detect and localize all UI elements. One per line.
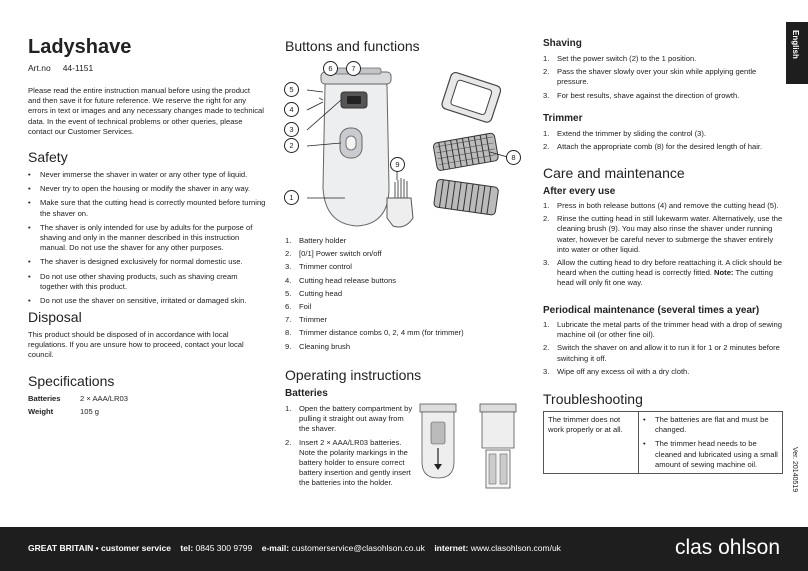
list-item: • Make sure that the cutting head is correctly mounted before turning the shaver on. [28,198,266,218]
callout-4: 4 [284,102,299,117]
shaver-illustration [285,58,525,230]
safety-heading: Safety [28,149,68,165]
list-item: 3. Allow the cutting head to dry before reattaching it. A click should be heard when the cutting head is correctly fitted. Note: The cutting head will only fit one way. [543,258,782,288]
callout-8: 8 [506,150,521,165]
footer-contact [28,543,561,553]
list-item: 1. Lubricate the metal parts of the trimmer head with a drop of sewing machine oil (or other fine oil). [543,320,782,340]
intro-text: Please read the entire instruction manual before using the product and then save it for future reference. We reserve the right for any errors in text or images and any necessary changes made to technical data. In the event of technical problems or other queries, please contact our Customer Services. [28,86,264,136]
list-item: 3. Wipe off any excess oil with a dry cloth. [543,366,690,376]
list-item: • Do not use the shaver on sensitive, irritated or damaged skin. [28,296,266,306]
artno-label: Art.no [28,63,51,73]
spec-value: 2 × AAA/LR03 [80,394,128,403]
list-item: • The shaver is designed exclusively for normal domestic use. [28,257,266,267]
solution-list [643,415,778,470]
list-item: 7. Trimmer [285,315,327,325]
list-item: 1. Extend the trimmer by sliding the control (3). [543,129,706,138]
footer-email-link[interactable]: customerservice@clasohlson.co.uk [291,543,425,553]
list-item: 2. Attach the appropriate comb (8) for the desired length of hair. [543,142,763,152]
specifications-heading: Specifications [28,373,115,389]
page-title: Ladyshave [28,36,132,58]
list-item: 3. Trimmer control [285,262,352,272]
artno-value: 44-1151 [62,63,94,73]
battery-illustration [414,402,526,492]
list-item: 2. Insert 2 × AAA/LR03 batteries. Note the polarity markings in the battery holder to ensure correct battery insertion and gently insert the batteries into the holder. [285,437,411,488]
footer-email-label: e-mail: [261,543,290,553]
callout-5: 5 [284,82,299,97]
language-tab [786,22,808,84]
list-item: 2. Switch the shaver on and allow it to run it for 1 or 2 minutes before switching it off. [543,343,780,363]
callout-7: 7 [346,61,361,76]
version-label: Ver. 20140519 [791,447,798,493]
periodic-heading: Periodical maintenance (several times a year) [543,305,760,316]
list-item: • Never immerse the shaver in water or any other type of liquid. [28,170,266,180]
language-label: English [791,30,800,59]
troubleshooting-heading: Troubleshooting [543,391,643,407]
note-label: Note: [714,268,734,278]
clas-ohlson-logo: clas ohlson [674,536,780,559]
list-item: 2. [0/1] Power switch on/off [285,249,382,259]
periodic-list [543,320,783,380]
footer-internet-label: internet: [434,543,469,553]
note-text: The cutting head will only fit one way. [557,268,774,288]
footer-tel-label: tel: [180,543,194,553]
list-item: • Do not use other shaving products, such as shaving cream together with this product. [28,272,266,292]
problem-cell: The trimmer does not work properly or at all. [544,412,639,474]
troubleshooting-table [543,411,783,474]
list-item: 6. Foil [285,302,312,312]
list-item: 4. Cutting head release buttons [285,275,397,285]
safety-list [28,170,266,310]
after-use-list [543,201,783,292]
buttons-functions-heading: Buttons and functions [285,38,420,54]
disposal-heading: Disposal [28,309,82,325]
callout-3: 3 [284,122,299,137]
list-item: 1. Open the battery compartment by pulling it straight out away from the shaver. [285,404,413,434]
footer-region: GREAT BRITAIN • customer service [28,543,171,553]
list-item: 2. Rinse the cutting head in still lukewarm water. Alternatively, use the cleaning brush (9). You may also rinse the shaver under running water, however be careful never to submerge the shaver entirely into water or other liquid. [543,214,783,254]
list-item: 1. Press in both release buttons (4) and remove the cutting head (5). [543,201,779,210]
shaving-heading: Shaving [543,38,582,49]
footer-website-link[interactable]: www.clasohlson.com/uk [470,543,561,553]
disposal-text: This product should be disposed of in accordance with local regulations. If you are unsure how to proceed, contact your local council. [28,330,244,360]
list-item: • The shaver is only intended for use by adults for the purpose of shaving and only in the manner described in this instruction manual. Do not use the shaver for any other purposes. [28,223,266,254]
list-item: 9. Cleaning brush [285,341,351,351]
list-item: 8. Trimmer distance combs 0, 2, 4 mm (for trimmer) [285,328,464,338]
trimmer-list [543,129,783,155]
operating-heading: Operating instructions [285,367,422,383]
list-item: 3. For best results, shave against the direction of growth. [543,90,740,100]
list-item: • The batteries are flat and must be changed. [643,415,778,435]
table-row [544,412,783,474]
callout-2: 2 [284,138,299,153]
trimmer-heading: Trimmer [543,113,583,124]
article-number [28,63,105,73]
spec-label: Weight [28,407,54,416]
footer-bar [0,527,808,571]
after-use-heading: After every use [543,186,616,197]
callout-1: 1 [284,190,299,205]
list-item: 2. Pass the shaver slowly over your skin while applying gentle pressure. [543,67,757,87]
list-item: • Never try to open the housing or modify the shaver in any way. [28,184,266,194]
callout-6: 6 [323,61,338,76]
spec-row-batteries [28,394,128,403]
callout-9: 9 [390,157,405,172]
list-item: 5. Cutting head [285,288,343,298]
batteries-list [285,404,413,492]
shaving-list [543,54,775,104]
solution-cell [639,412,783,474]
care-heading: Care and maintenance [543,165,685,181]
parts-list [285,236,520,355]
batteries-heading: Batteries [285,388,328,399]
list-item: 1. Set the power switch (2) to the 1 position. [543,54,697,63]
spec-label: Batteries [28,394,61,403]
spec-value: 105 g [80,407,100,416]
spec-row-weight [28,407,99,416]
footer-tel-value[interactable]: 0845 300 9799 [195,543,253,553]
list-item: 1. Battery holder [285,236,347,245]
list-item: • The trimmer head needs to be cleaned and lubricated using a small amount of sewing machine oil. [643,439,778,470]
